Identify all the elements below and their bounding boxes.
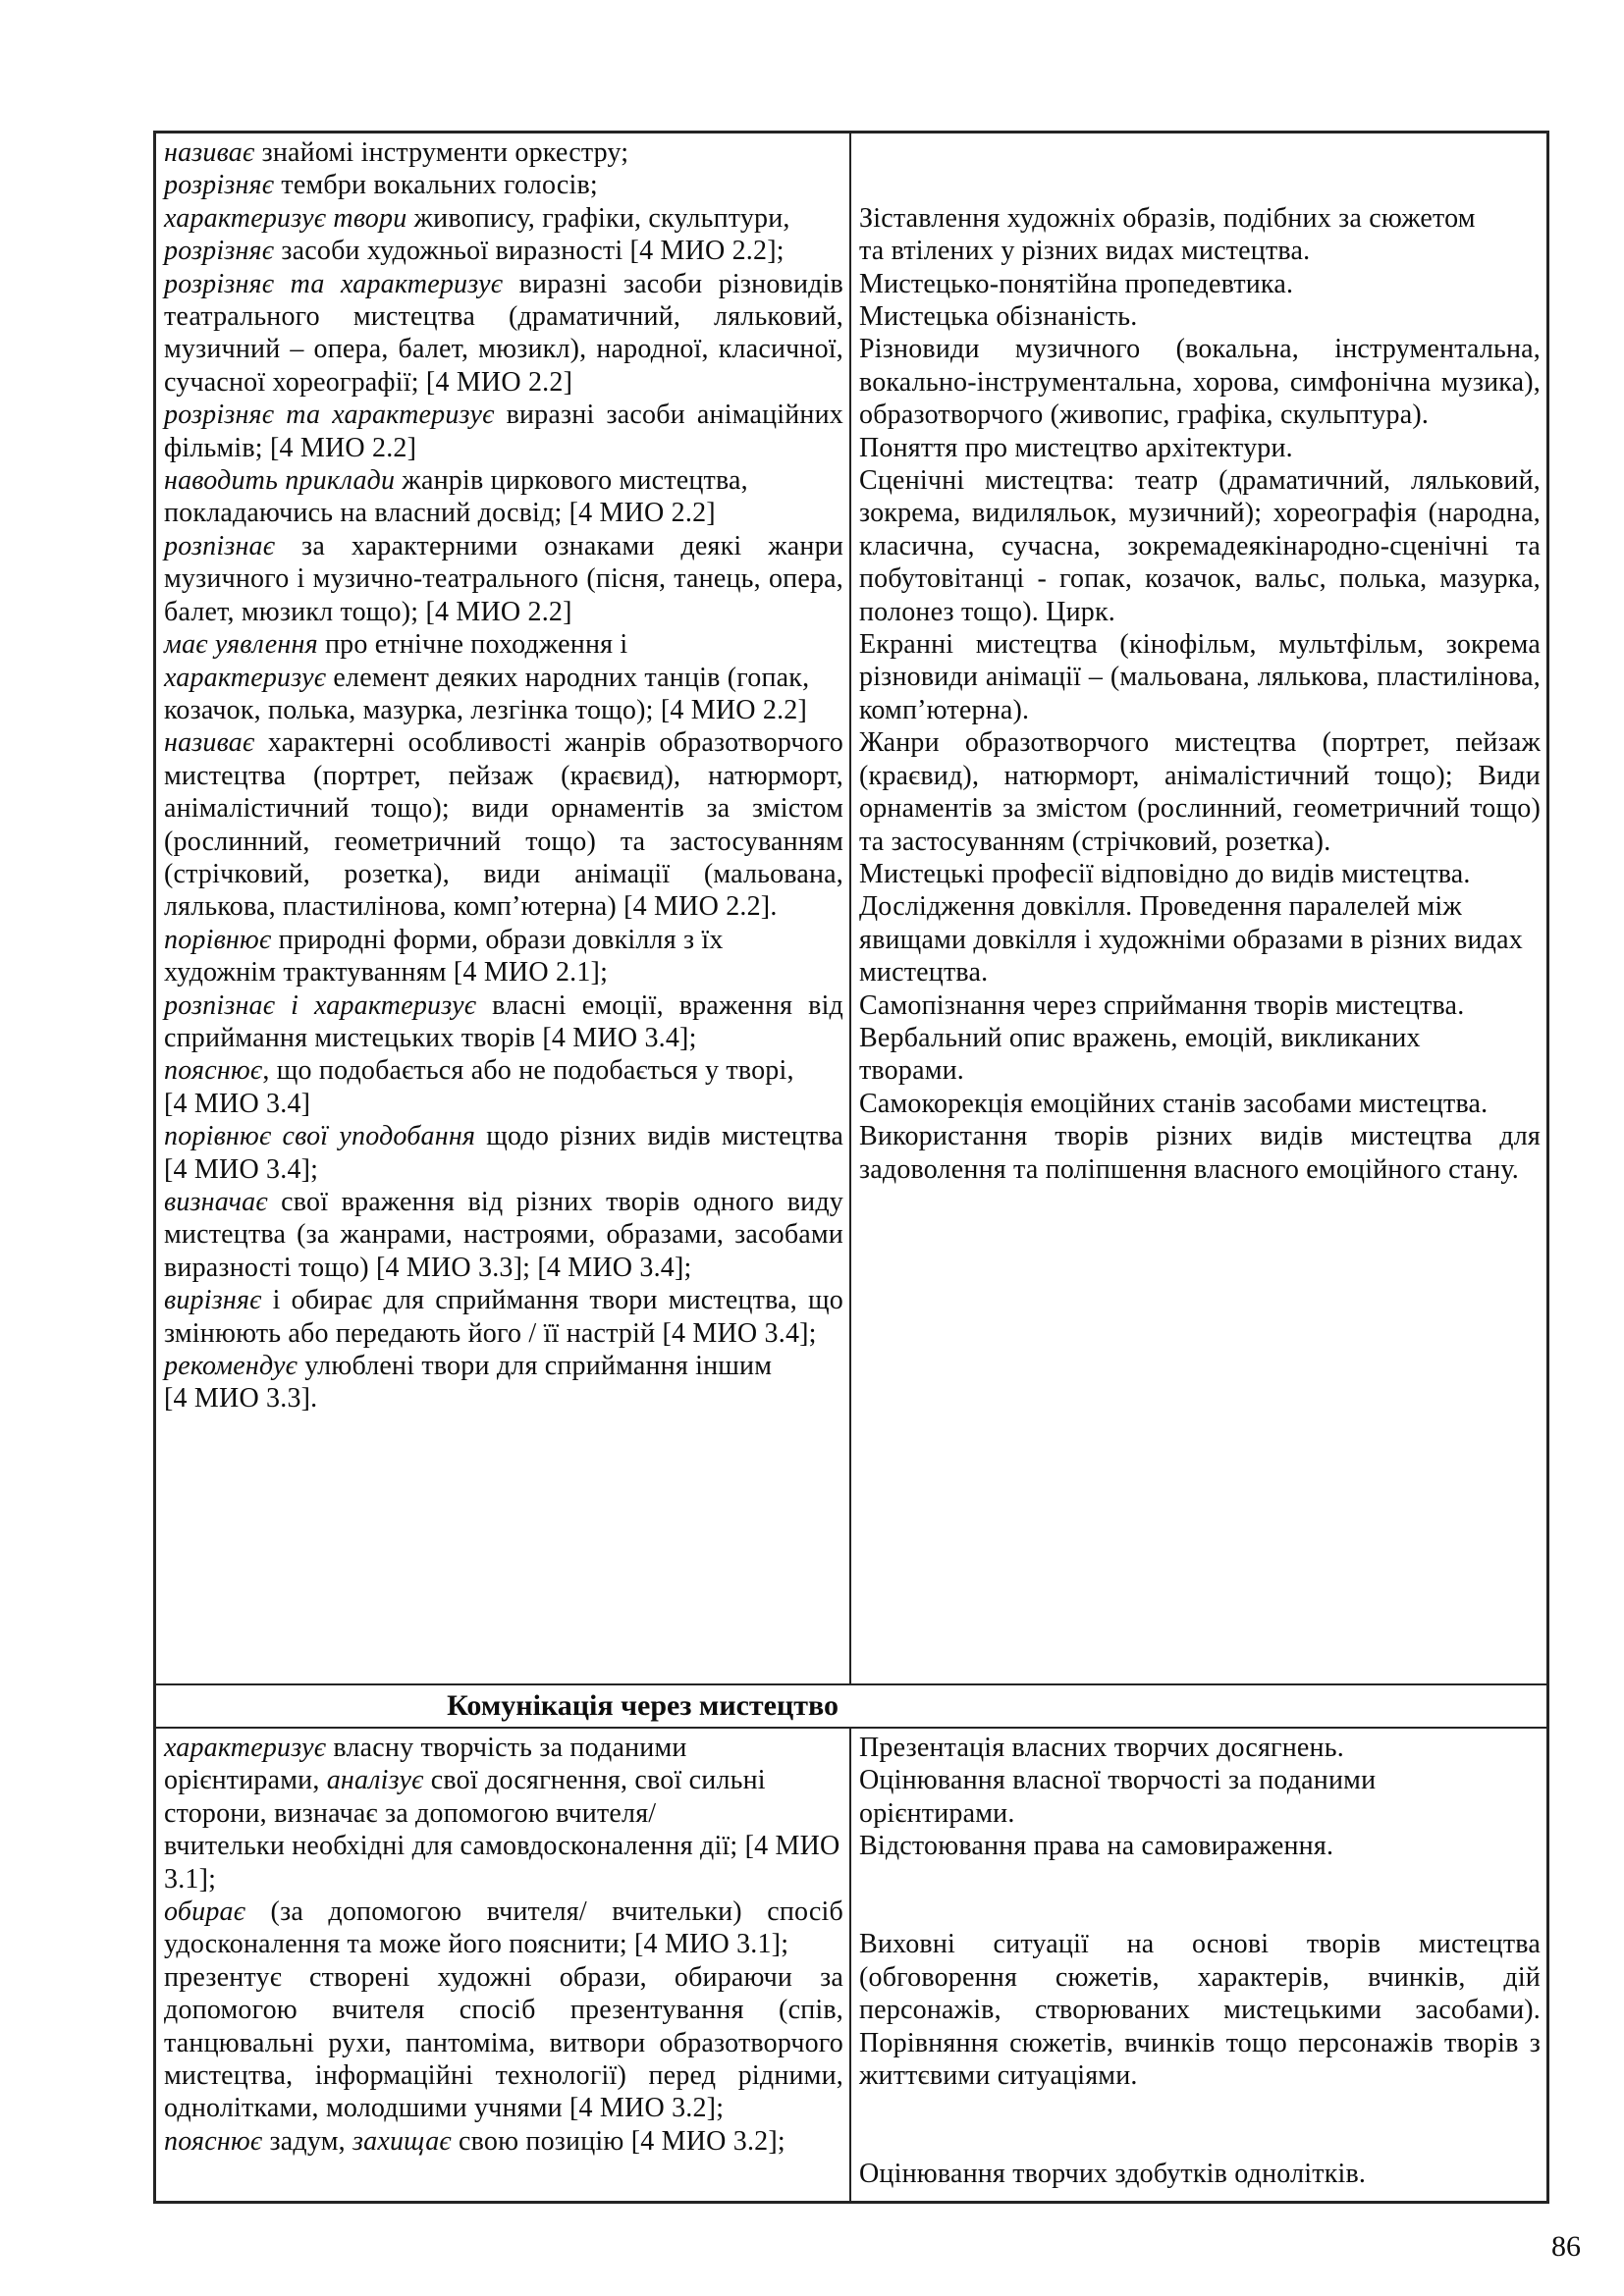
paragraph bbox=[164, 1896, 843, 1961]
paragraph bbox=[859, 1732, 1541, 1764]
text-run: Мистецько-понятійна пропедевтика. bbox=[859, 268, 1294, 299]
paragraph bbox=[859, 268, 1541, 300]
section-header-title: Комунікація через мистецтво bbox=[447, 1689, 839, 1722]
italic-text-run: розпізнає bbox=[164, 530, 276, 561]
paragraph bbox=[859, 628, 1541, 726]
text-run: Мистецька обізнаність. bbox=[859, 301, 1138, 333]
italic-text-run: розрізняє bbox=[164, 236, 275, 267]
paragraph bbox=[859, 1120, 1541, 1186]
italic-text-run: характеризує bbox=[164, 662, 327, 693]
text-run: творами. bbox=[859, 1055, 964, 1087]
paragraph bbox=[859, 858, 1541, 890]
paragraph bbox=[859, 726, 1541, 858]
italic-text-run: рекомендує bbox=[164, 1351, 298, 1382]
paragraph bbox=[859, 1764, 1541, 1830]
italic-text-run: порівнює свої уподобання bbox=[164, 1121, 476, 1152]
table-row-expected-outcomes bbox=[156, 133, 1546, 1683]
paragraph bbox=[164, 1350, 843, 1415]
text-run: про етнічне походження і bbox=[317, 629, 628, 661]
text-run: виразні засоби різновидів театрального мистецтва (драматичний, ляльковий, музичний – опера, балет, мюзикл), народної, класичної, сучасної хореографії; [4 МИО 2.2] bbox=[164, 268, 843, 398]
italic-text-run: захищає bbox=[352, 2125, 452, 2157]
table-row-section-header bbox=[156, 1683, 1546, 1729]
text-run: орієнтирами, bbox=[164, 1765, 327, 1796]
text-run: та втілених у різних видах мистецтва. bbox=[859, 236, 1311, 267]
paragraph bbox=[859, 1830, 1541, 1862]
text-run: виразні засоби анімаційних фільмів; [4 МИО 2.2] bbox=[164, 400, 843, 463]
text-run: художнім трактуванням [4 МИО 2.1]; bbox=[164, 957, 609, 988]
paragraph bbox=[164, 1961, 843, 2125]
curriculum-table bbox=[153, 131, 1549, 2204]
paragraph bbox=[859, 202, 1541, 268]
italic-text-run: називає bbox=[164, 727, 255, 759]
text-run: Оцінювання власної творчості за поданими bbox=[859, 1765, 1377, 1796]
text-run: вчительки необхідні для самовдосконалення дії; [4 МИО 3.1]; bbox=[164, 1831, 840, 1895]
table-row-communication bbox=[156, 1729, 1546, 2201]
italic-text-run: розрізняє bbox=[164, 170, 275, 201]
text-run: (за допомогою вчителя/ вчительки) спосіб удосконалення та може його пояснити; [4 МИО 3.1]; bbox=[164, 1896, 843, 1960]
paragraph bbox=[859, 2158, 1541, 2190]
italic-text-run: розпізнає і характеризує bbox=[164, 989, 477, 1021]
paragraph bbox=[164, 1186, 843, 1284]
italic-text-run: характеризує bbox=[164, 1733, 327, 1763]
text-run: орієнтирами. bbox=[859, 1797, 1015, 1829]
paragraph bbox=[164, 1120, 843, 1186]
text-run: тембри вокальних голосів; bbox=[274, 170, 598, 201]
paragraph bbox=[164, 989, 843, 1055]
italic-text-run: обирає bbox=[164, 1896, 246, 1928]
paragraph bbox=[164, 268, 843, 400]
text-run: задум, bbox=[262, 2125, 353, 2157]
text-run: характерні особливості жанрів образотворчого мистецтва (портрет, пейзаж (краєвид), натюрморт, анімалістичний тощо); види орнаментів за змістом (рослинний, геометричний тощо) та застосуванням (стрічковий, розетка), види анімації (мальована, лялькова, пластилінова, комп’ютерна) [4 МИО 2.2]. bbox=[164, 727, 843, 923]
cell-learning-content-1 bbox=[851, 133, 1546, 1683]
paragraph bbox=[164, 169, 843, 201]
text-run: улюблені твори для сприймання іншим bbox=[298, 1351, 773, 1382]
paragraph bbox=[859, 1022, 1541, 1088]
text-run: Самокорекція емоційних станів засобами мистецтва. bbox=[859, 1088, 1489, 1119]
italic-text-run: розрізняє та характеризує bbox=[164, 400, 495, 431]
cell-learning-outcomes-2 bbox=[156, 1729, 851, 2201]
text-run: Мистецькі професії відповідно до видів мистецтва. bbox=[859, 858, 1471, 889]
text-run: знайомі інструменти оркестру; bbox=[254, 137, 629, 168]
text-run: Поняття про мистецтво архітектури. bbox=[859, 432, 1293, 463]
text-run: Різновиди музичного (вокальна, інструментальна, вокально-інструментальна, хорова, симфонічна музика), образотворчого (живопис, графіка, скульптура). bbox=[859, 334, 1541, 431]
text-run: природні форми, образи довкілля з їх bbox=[271, 924, 724, 955]
text-run: Відстоювання права на самовираження. bbox=[859, 1831, 1334, 1862]
paragraph bbox=[859, 464, 1541, 628]
text-run: свої досягнення, свої сильні сторони, визначає за допомогою вчителя/ bbox=[164, 1765, 766, 1829]
paragraph bbox=[164, 726, 843, 923]
paragraph bbox=[859, 300, 1541, 333]
italic-text-run: характеризує твори bbox=[164, 202, 407, 234]
text-run: власні емоції, враження від сприймання мистецьких творів [4 МИО 3.4]; bbox=[164, 989, 843, 1053]
text-run: за характерними ознаками деякі жанри музичного і музично-театрального (пісня, танець, опера, балет, мюзикл тощо); [4 МИО 2.2] bbox=[164, 530, 843, 627]
text-run: [4 МИО 3.4] bbox=[164, 1088, 311, 1119]
text-run: і обирає для сприймання твори мистецтва, що змінюють або передають його / її настрій [4 МИО 3.4]; bbox=[164, 1285, 843, 1349]
text-run: живопису, графіки, скульптури, bbox=[406, 202, 790, 234]
paragraph bbox=[164, 924, 843, 989]
italic-text-run: має уявлення bbox=[164, 629, 318, 661]
paragraph bbox=[164, 1732, 843, 1896]
text-run: Зіставлення художніх образів, подібних за сюжетом bbox=[859, 202, 1476, 234]
text-run: Жанри образотворчого мистецтва (портрет, пейзаж (краєвид), натюрморт, анімалістичний тощо); Види орнаментів за змістом (рослинний, геометричний тощо) та застосуванням (стрічковий, розетка). bbox=[859, 727, 1541, 857]
paragraph bbox=[164, 530, 843, 628]
text-run: Самопізнання через сприймання творів мистецтва. bbox=[859, 989, 1465, 1021]
text-run: жанрів циркового мистецтва, покладаючись на власний досвід; [4 МИО 2.2] bbox=[164, 465, 748, 529]
text-run: [4 МИО 3.3]. bbox=[164, 1383, 318, 1415]
italic-text-run: пояснює bbox=[164, 2125, 263, 2157]
text-run: Дослідження довкілля. Проведення паралелей між явищами довкілля і художніми образами в різних видах мистецтва. bbox=[859, 891, 1523, 988]
paragraph bbox=[859, 333, 1541, 431]
cell-learning-content-2 bbox=[851, 1729, 1546, 2201]
text-run: Виховні ситуації на основі творів мистецтва (обговорення сюжетів, характерів, вчинків, дій персонажів, створюваних мистецькими засобами). Порівняння сюжетів, вчинків тощо персонажів творів з життєвими ситуаціями. bbox=[859, 1929, 1541, 2092]
cell-learning-outcomes-1 bbox=[156, 133, 851, 1683]
italic-text-run: пояснює bbox=[164, 1055, 263, 1087]
paragraph bbox=[164, 464, 843, 530]
paragraph bbox=[164, 202, 843, 268]
text-run: Використання творів різних видів мистецтва для задоволення та поліпшення власного емоційного стану. bbox=[859, 1121, 1541, 1185]
italic-text-run: порівнює bbox=[164, 924, 272, 955]
paragraph bbox=[164, 136, 843, 169]
italic-text-run: вирізняє bbox=[164, 1285, 262, 1316]
paragraph bbox=[859, 1928, 1541, 2092]
paragraph bbox=[164, 2125, 843, 2158]
text-run: власну творчість за поданими bbox=[326, 1733, 687, 1763]
italic-text-run: розрізняє та характеризує bbox=[164, 268, 504, 299]
paragraph bbox=[164, 1284, 843, 1350]
text-run: засоби художньої виразності [4 МИО 2.2]; bbox=[274, 236, 785, 267]
text-run: Презентація власних творчих досягнень. bbox=[859, 1733, 1344, 1763]
text-run: Вербальний опис вражень, емоцій, викликаних bbox=[859, 1022, 1421, 1053]
text-run: Екранні мистецтва (кінофільм, мультфільм, зокрема різновиди анімації – (мальована, лялькова, пластилінова, комп’ютерна). bbox=[859, 629, 1541, 725]
italic-text-run: називає bbox=[164, 137, 255, 168]
paragraph bbox=[859, 989, 1541, 1022]
text-run: щодо різних видів мистецтва [4 МИО 3.4]; bbox=[164, 1121, 843, 1185]
paragraph bbox=[164, 1054, 843, 1120]
page-number: 86 bbox=[1551, 2230, 1581, 2263]
paragraph bbox=[859, 432, 1541, 464]
text-run: презентує створені художні образи, обираючи за допомогою вчителя спосіб презентування (спів, танцювальні рухи, пантоміма, витвори образотворчого мистецтва, інформаційні технології) перед рідними, однолітками, молодшими учнями [4 МИО 3.2]; bbox=[164, 1961, 843, 2124]
text-run: свої враження від різних творів одного виду мистецтва (за жанрами, настроями, образами, засобами виразності тощо) [4 МИО 3.3]; [4 МИО 3.4]; bbox=[164, 1187, 843, 1283]
text-run: Сценічні мистецтва: театр (драматичний, ляльковий, зокрема, видиляльок, музичний); хореографія (народна, класична, сучасна, зокремадеякінародно-сценічні та побутовітанці - гопак, козачок, вальс, полька, мазурка, полонез тощо). Цирк. bbox=[859, 465, 1541, 627]
text-run: елемент деяких народних танців (гопак, козачок, полька, мазурка, лезгінка тощо); [4 МИО 2.2] bbox=[164, 662, 810, 725]
italic-text-run: визначає bbox=[164, 1187, 268, 1217]
paragraph bbox=[164, 628, 843, 726]
text-run: , що подобається або не подобається у творі, bbox=[262, 1055, 794, 1087]
paragraph bbox=[859, 890, 1541, 988]
italic-text-run: аналізує bbox=[326, 1765, 424, 1796]
italic-text-run: наводить приклади bbox=[164, 465, 396, 497]
text-run: Оцінювання творчих здобутків однолітків. bbox=[859, 2159, 1367, 2190]
text-run: свою позицію [4 МИО 3.2]; bbox=[451, 2125, 785, 2157]
paragraph bbox=[164, 399, 843, 464]
paragraph bbox=[859, 1088, 1541, 1120]
